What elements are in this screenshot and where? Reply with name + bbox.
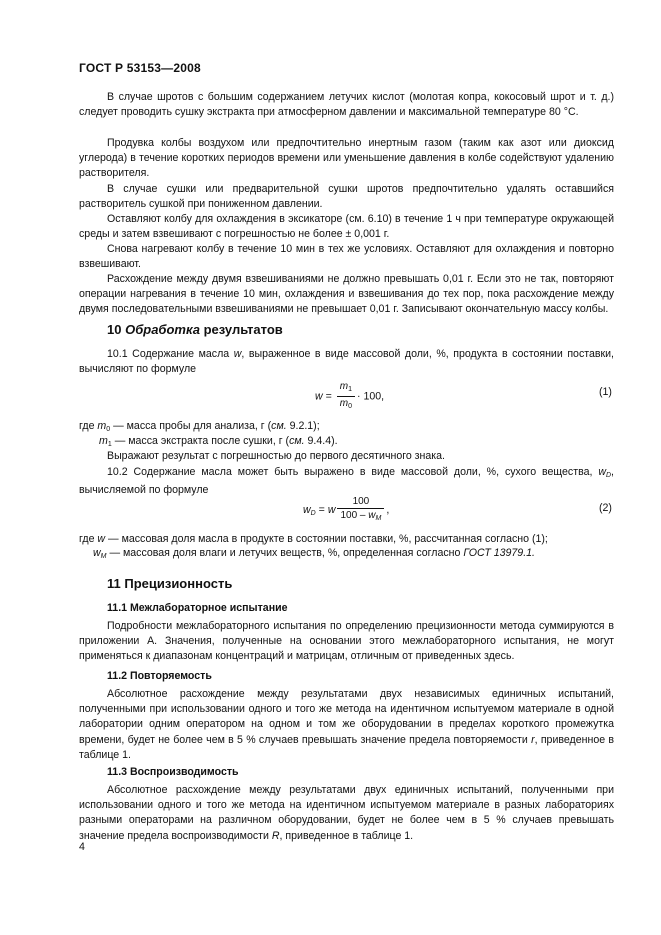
paragraph-cooling: Оставляют колбу для охлаждения в эксикаторе (см. 6.10) в течение 1 ч при температуре окружающей среды и затем взвешивают с погрешностью не более ± 0,001 г. [79,213,614,241]
page-number: 4 [79,841,85,853]
section-11-3-title: 11.3 Воспроизводимость [107,766,239,778]
paragraph-10-2: 10.2 Содержание масла может быть выражено в виде массовой доли, %, сухого вещества, $w_D$, вычисляемой по формуле [79,466,614,497]
where-w: где w — массовая доля масла в продукте в состоянии поставки, %, рассчитанная согласно (1); [79,533,548,545]
equation-number-1: (1) [599,386,612,398]
paragraph-drying-meal: В случае сушки или предварительной сушки шротов предпочтительно удалять оставшийся растворитель сушкой при пониженном давлении. [79,183,614,211]
paragraph-11-3: Абсолютное расхождение между результатами двух единичных испытаний, полученными при использовании одного и того же метода на идентичном испытуемом материале в разных лабораториях разными операторами на различном оборудовании, будет не более чем в 5 % случаев превышать значение предела воспроизводимости R, приведенное в таблице 1. [79,784,614,842]
where-wm: $w_M$ — массовая доля влаги и летучих веществ, %, определенная согласно ГОСТ 13979.1. [93,547,535,560]
standard-header: ГОСТ Р 53153—2008 [79,61,201,75]
formula-1: w = $\frac{m_1}{m_0}$ · 100, [315,381,385,410]
section-11-2-title: 11.2 Повторяемость [107,670,212,682]
paragraph-volatile-acids: В случае шротов с большим содержанием летучих кислот (молотая копра, кокосовый шрот и т. д.) следует проводить сушку экстракта при атмосферном давлении и максимальной температуре 80 °С. [79,91,614,119]
result-precision: Выражают результат с погрешностью до первого десятичного знака. [107,450,445,462]
paragraph-11-2: Абсолютное расхождение между результатами двух независимых единичных испытаний, полученными при использовании одного и того же метода на идентичном испытуемом материале в одной лаборатории одним оператором на одном и том же оборудовании в пределах короткого промежутка времени, будет не более чем в 5 % случаев превышать значение предела повторяемости r, приведенное в таблице 1. [79,688,614,761]
equation-number-2: (2) [599,502,612,514]
paragraph-11-1: Подробности межлабораторного испытания по определению прецизионности метода суммируются в приложении А. Значения, полученные на основании этого межлабораторного испытания, не могут применяться к диапазонам концентраций и матрицам, отличным от приведенных здесь. [79,620,614,663]
section-11-title: 11 Прецизионность [107,576,233,591]
where-m0: где $m_0$ — масса пробы для анализа, г (см. 9.2.1); [79,420,320,433]
paragraph-weighing-difference: Расхождение между двумя взвешиваниями не должно превышать 0,01 г. Если это не так, повторяют операции нагревания в течение 10 мин, охлаждения и взвешивания до тех пор, пока расхождение между двумя последовательными взвешиваниями не превышает 0,01 г. Записывают окончательную массу колбы. [79,273,614,316]
paragraph-reheating: Снова нагревают колбу в течение 10 мин в тех же условиях. Оставляют для охлаждения и повторно взвешивают. [79,243,614,271]
paragraph-10-1: 10.1 Содержание масла w, выраженное в виде массовой доли, %, продукта в состоянии поставки, вычисляют по формуле [79,348,614,376]
formula-2: $w_D = w$ $\frac{100}{100 - w_M}$ , [303,496,390,522]
section-10-title: 10 Обработка результатов [107,322,283,337]
where-m1: $m_1$ — масса экстракта после сушки, г (см. 9.4.4). [99,435,338,448]
paragraph-flask-purge: Продувка колбы воздухом или предпочтительно инертным газом (таким как азот или диоксид углерода) в течение коротких периодов времени или уменьшение давления в колбе содействуют удалению растворителя. [79,137,614,180]
section-11-1-title: 11.1 Межлабораторное испытание [107,602,288,614]
